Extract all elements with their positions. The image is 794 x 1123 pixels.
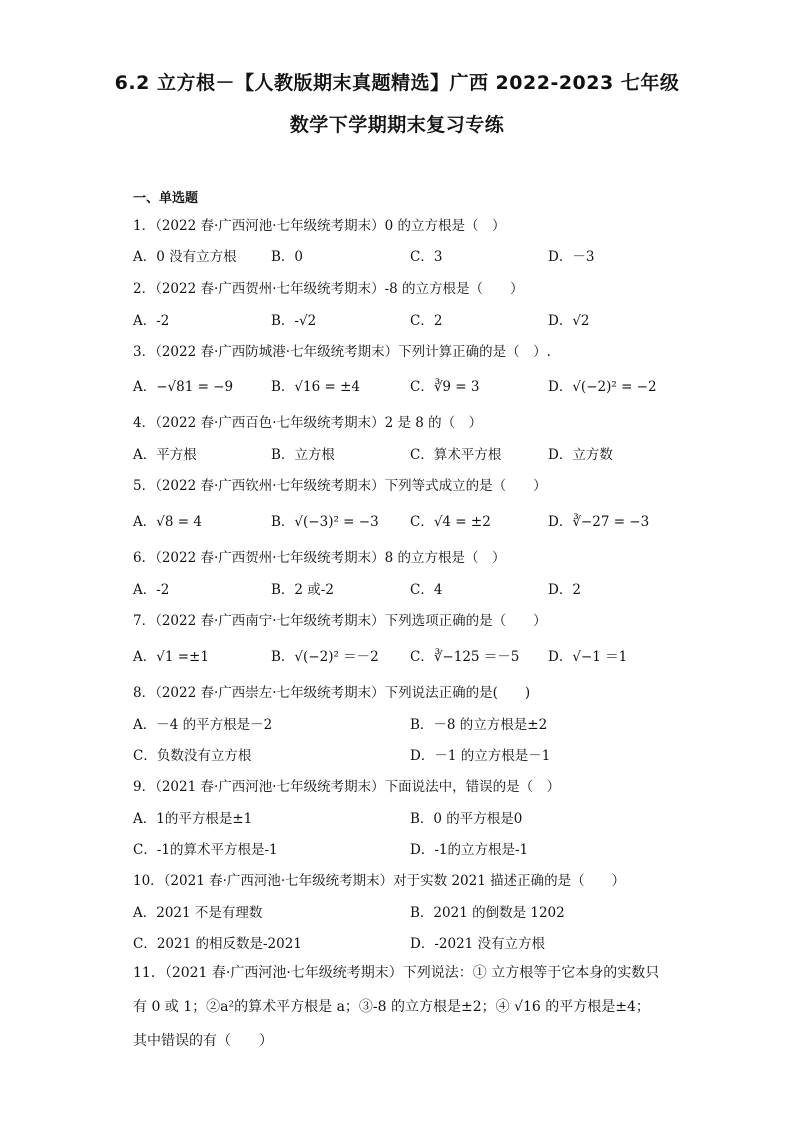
question-4-option-a: A．平方根: [133, 447, 197, 463]
question-5-option-a: A．√8 = 4: [133, 514, 202, 530]
question-8-option-a: A．－4 的平方根是－2: [133, 717, 273, 733]
question-9-option-c: C．-1的算术平方根是-1: [133, 842, 278, 858]
question-7-stem: 7．（2022 春·广西南宁·七年级统考期末）下列选项正确的是（ ）: [133, 613, 547, 629]
question-2-option-a: A．-2: [133, 313, 170, 329]
question-8-option-b: B．－8 的立方根是±2: [410, 717, 548, 733]
question-5-option-d: D．∛−27 = −3: [548, 514, 650, 530]
question-6-option-d: D．2: [548, 582, 581, 598]
question-3-stem: 3．（2022 春·广西防城港·七年级统考期末）下列计算正确的是（ ）.: [133, 344, 551, 360]
section-heading: 一、单选题: [133, 191, 199, 206]
question-3-option-b: B．√16 = ±4: [271, 379, 360, 395]
page-title-line-1: 6.2 立方根－【人教版期末真题精选】广西 2022-2023 七年级: [114, 72, 680, 94]
question-10-option-a: A．2021 不是有理数: [133, 905, 263, 921]
question-2-option-c: C．2: [410, 313, 443, 329]
question-9-option-b: B．0 的平方根是0: [410, 811, 523, 827]
question-11-stem: 11．（2021 春·广西河池·七年级统考期末）下列说法：① 立方根等于它本身的实数只有 0 或 1；②a²的算术平方根是 a；③-8 的立方根是±2；④ √16 的平方根是±4；其中错误的有（ ）: [133, 965, 660, 1049]
question-7-option-d: D．√−1 ＝1: [548, 649, 628, 665]
question-1-stem: 1．（2022 春·广西河池·七年级统考期末）0 的立方根是（ ）: [133, 218, 506, 234]
question-5-option-c: C．√4 = ±2: [410, 514, 491, 530]
question-5-option-b: B．√(−3)² = −3: [271, 514, 379, 530]
question-2-stem: 2．（2022 春·广西贺州·七年级统考期末）-8 的立方根是（ ）: [133, 281, 524, 297]
question-7-option-c: C．∛−125 ＝－5: [410, 649, 520, 665]
question-5-stem: 5．（2022 春·广西钦州·七年级统考期末）下列等式成立的是（ ）: [133, 478, 547, 494]
question-9-option-d: D．-1的立方根是-1: [410, 842, 529, 858]
question-6-option-b: B．2 或-2: [271, 582, 334, 598]
question-10-option-b: B．2021 的倒数是 1202: [410, 905, 565, 921]
question-1-option-c: C．3: [410, 249, 443, 265]
question-10-stem: 10．（2021 春·广西河池·七年级统考期末）对于实数 2021 描述正确的是（ ）: [133, 873, 626, 889]
question-8-stem: 8．（2022 春·广西崇左·七年级统考期末）下列说法正确的是( ): [133, 685, 531, 701]
question-4-stem: 4．（2022 春·广西百色·七年级统考期末）2 是 8 的（ ）: [133, 415, 483, 431]
page-title-line-2: 数学下学期期末复习专练: [289, 114, 505, 136]
question-10-option-d: D．-2021 没有立方根: [410, 936, 546, 952]
question-8-option-d: D．－1 的立方根是－1: [410, 748, 551, 764]
question-6-option-c: C．4: [410, 582, 443, 598]
question-7-option-a: A．√1 =±1: [133, 649, 209, 665]
question-3-option-c: C．∛9 = 3: [410, 379, 480, 395]
question-6-option-a: A．-2: [133, 582, 170, 598]
question-1-option-a: A．0 没有立方根: [133, 249, 237, 265]
question-7-option-b: B．√(−2)² ＝－2: [271, 649, 379, 665]
question-9-stem: 9．（2021 春·广西河池·七年级统考期末）下面说法中，错误的是（ ）: [133, 779, 561, 795]
question-6-stem: 6．（2022 春·广西贺州·七年级统考期末）8 的立方根是（ ）: [133, 550, 506, 566]
question-4-option-c: C．算术平方根: [410, 447, 502, 463]
question-10-option-c: C．2021 的相反数是-2021: [133, 936, 302, 952]
question-4-option-b: B．立方根: [271, 447, 335, 463]
question-8-option-c: C．负数没有立方根: [133, 748, 252, 764]
question-1-option-b: B．0: [271, 249, 304, 265]
question-9-option-a: A．1的平方根是±1: [133, 811, 253, 827]
question-3-option-a: A．−√81 = −9: [133, 379, 234, 395]
question-2-option-d: D．√2: [548, 313, 590, 329]
question-4-option-d: D．立方数: [548, 447, 613, 463]
question-2-option-b: B．-√2: [271, 313, 317, 329]
question-3-option-d: D．√(−2)² = −2: [548, 379, 657, 395]
question-1-option-d: D．－3: [548, 249, 595, 265]
